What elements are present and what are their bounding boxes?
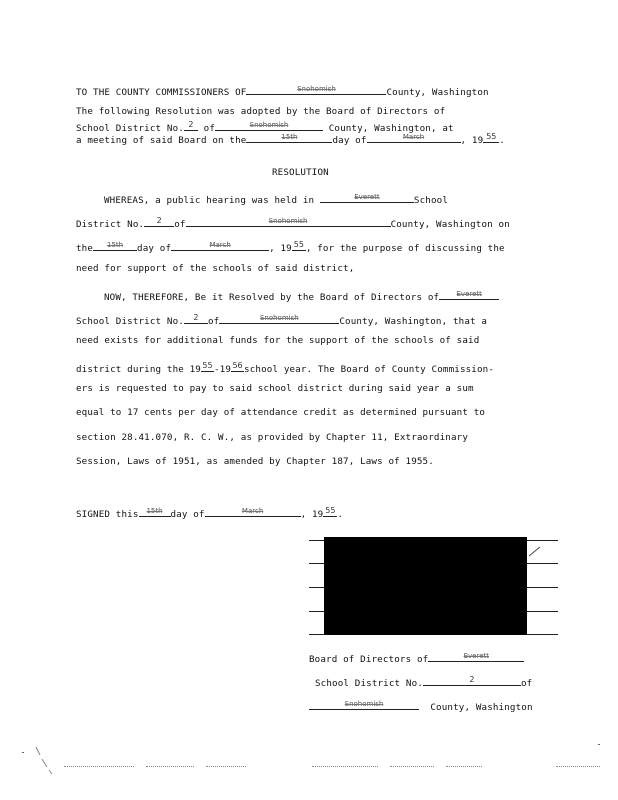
now-during: district during the 19 — [76, 364, 201, 375]
school-year-start-field — [201, 360, 214, 372]
now-line-7: section 28.41.070, R. C. W., as provided by Chapter 11, Extraordinary — [76, 432, 469, 443]
scan-artifact-icon — [34, 745, 54, 775]
header-to-line — [76, 83, 489, 97]
scan-speck — [598, 744, 600, 745]
header-meeting-line — [76, 131, 505, 145]
header-following-line — [76, 107, 445, 116]
footer-county-line — [309, 698, 533, 712]
footer-board-text: Board of Directors of — [309, 654, 429, 665]
district-no-label: School District No. — [76, 123, 184, 134]
meeting-year-field — [483, 131, 499, 143]
meeting-label: a meeting of said Board on the — [76, 135, 247, 146]
whereas-month-field — [171, 239, 269, 251]
signed-month-value: March — [241, 507, 264, 515]
hearing-place-field — [320, 191, 414, 203]
whereas-of: of — [174, 219, 186, 230]
county-commissioners-value: Snohomish — [297, 85, 336, 93]
now-district-no: School District No. — [76, 316, 184, 327]
footer-dash-4 — [312, 766, 378, 767]
footer-dash-1 — [64, 766, 134, 767]
signed-19: , 19 — [300, 509, 324, 520]
district-county-value: Snohomish — [249, 121, 289, 129]
signed-month-field — [205, 505, 301, 517]
signed-line — [76, 505, 343, 519]
footer-dash-3 — [206, 766, 246, 767]
whereas-county-washington: County, Washington on — [390, 219, 510, 230]
now-line-4 — [76, 360, 494, 374]
footer-dash-2 — [146, 766, 194, 767]
now-text-1: NOW, THEREFORE, Be it Resolved by the Board of Directors of — [104, 292, 440, 303]
now-county-field — [219, 312, 339, 324]
following-text: The following Resolution was adopted by the Board of Directors of — [76, 106, 446, 117]
of-label: of — [203, 123, 216, 134]
scan-speck — [22, 752, 24, 753]
whereas-district-no-value: 2 — [156, 216, 162, 225]
redaction-block — [324, 537, 527, 635]
header-county-washington: County, Washington — [386, 87, 489, 98]
district-county-field — [215, 119, 323, 131]
now-county-washington: County, Washington, that a — [339, 316, 488, 327]
now-line-3: need exists for additional funds for the support of the schools of said — [76, 335, 480, 346]
footer-dash-6 — [446, 766, 482, 767]
meeting-month-value: March — [402, 133, 425, 141]
now-school-year: school year. The Board of County Commission- — [244, 364, 495, 375]
whereas-purpose: , for the purpose of discussing the — [305, 243, 505, 254]
whereas-district-no: District No. — [76, 219, 145, 230]
meeting-year-value: 55 — [486, 132, 497, 141]
whereas-the: the — [76, 243, 94, 254]
now-district-no-field — [184, 312, 208, 324]
whereas-year-field — [292, 239, 306, 251]
footer-board-value: Everett — [463, 652, 490, 660]
signed-period: . — [337, 509, 344, 520]
now-dash-19: -19 — [214, 364, 232, 375]
signed-day-of: day of — [170, 509, 205, 520]
now-line-1 — [104, 288, 499, 302]
header-to-text: TO THE COUNTY COMMISSIONERS OF — [76, 87, 247, 98]
whereas-district-no-field — [144, 215, 174, 227]
signed-day-value: 15th — [146, 507, 163, 515]
footer-district-line — [315, 674, 532, 688]
whereas-month-value: March — [209, 241, 231, 249]
comma-19: , 19 — [460, 135, 484, 146]
period: . — [499, 135, 505, 146]
whereas-day-field — [93, 239, 137, 251]
footer-of: of — [520, 678, 533, 689]
footer-district-text: School District No. — [315, 678, 423, 689]
footer-dash-5 — [390, 766, 434, 767]
hearing-place-value: Everett — [354, 193, 380, 201]
now-of: of — [207, 316, 220, 327]
whereas-text-1: WHEREAS, a public hearing was held in — [104, 195, 315, 206]
whereas-day-of: day of — [137, 243, 172, 254]
signed-text: SIGNED this — [76, 509, 139, 520]
now-line-8: Session, Laws of 1951, as amended by Chapter 187, Laws of 1955. — [76, 456, 434, 467]
district-no-value: 2 — [188, 120, 194, 129]
school-year-end-value: 56 — [232, 361, 243, 370]
whereas-county-field — [186, 215, 391, 227]
footer-board-line — [309, 650, 524, 664]
now-county-value: Snohomish — [259, 314, 299, 322]
now-board-field — [439, 288, 499, 300]
whereas-line-2 — [76, 215, 510, 229]
footer-county-field — [309, 698, 419, 710]
meeting-month-field — [367, 131, 461, 143]
signed-year-field — [323, 505, 337, 517]
footer-county-value: Snohomish — [344, 700, 384, 708]
whereas-line-3 — [76, 239, 505, 253]
whereas-line-1 — [104, 191, 448, 205]
day-of-label: day of — [332, 135, 367, 146]
now-line-6: equal to 17 cents per day of attendance credit as determined pursuant to — [76, 407, 486, 418]
page-title: RESOLUTION — [272, 167, 329, 178]
school-year-start-value: 55 — [202, 361, 213, 370]
county-commissioners-field — [246, 83, 386, 95]
footer-board-field — [428, 650, 524, 662]
whereas-day-value: 15th — [107, 241, 124, 249]
district-no-field — [184, 119, 198, 131]
meeting-day-value: 15th — [281, 133, 298, 141]
whereas-line-4: need for support of the schools of said district, — [76, 263, 355, 274]
whereas-19: , 19 — [269, 243, 292, 254]
now-district-no-value: 2 — [193, 313, 199, 322]
now-board-value: Everett — [456, 290, 482, 298]
now-line-5: ers is requested to pay to said school district during said year a sum — [76, 383, 474, 394]
whereas-year-value: 55 — [293, 240, 304, 249]
footer-county-washington: County, Washington — [430, 702, 533, 713]
footer-dash-7 — [556, 766, 600, 767]
footer-district-value: 2 — [469, 675, 475, 684]
signed-year-value: 55 — [325, 506, 336, 515]
school-year-end-field — [231, 360, 244, 372]
footer-district-field — [423, 674, 521, 686]
now-line-2 — [76, 312, 487, 326]
whereas-county-value: Snohomish — [268, 217, 308, 225]
whereas-school: School — [413, 195, 448, 206]
pen-mark-icon — [528, 545, 542, 557]
signed-day-field — [139, 505, 171, 517]
meeting-day-field — [246, 131, 332, 143]
county-washington-at: County, Washington, at — [328, 123, 454, 134]
